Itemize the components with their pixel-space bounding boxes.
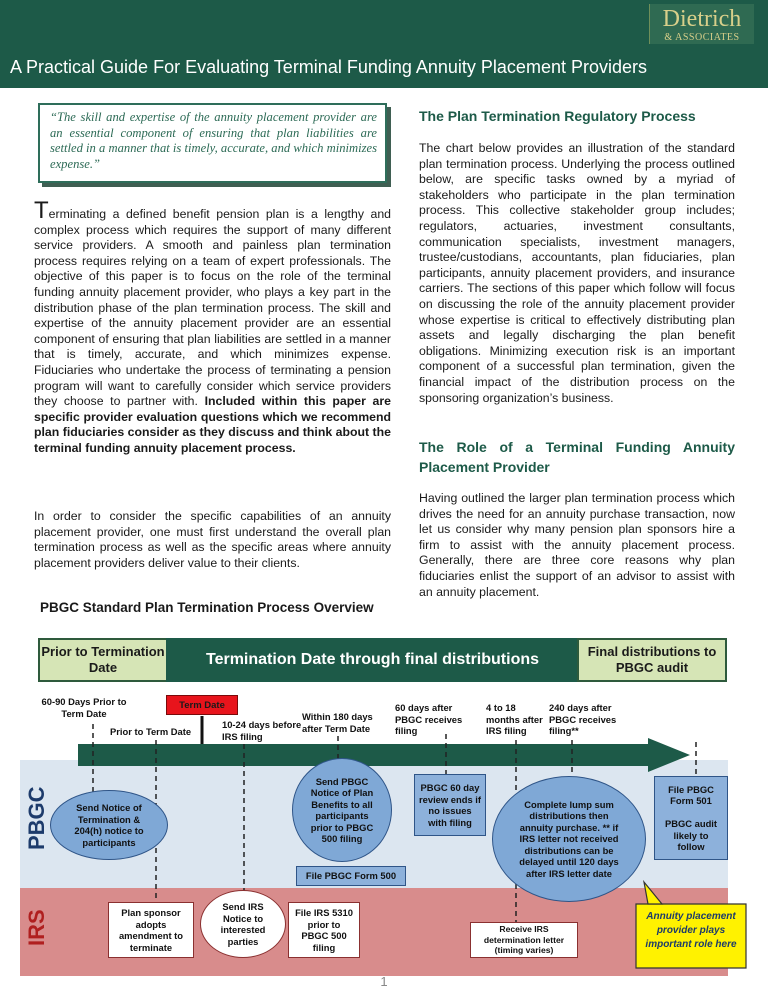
- timeline-60-days-after: 60 days after PBGC receives filing: [395, 702, 463, 736]
- drop-cap: T: [34, 197, 49, 224]
- timeline-240-days: 240 days after PBGC receives filing**: [549, 702, 617, 736]
- pbgc-notice-termination: Send Notice of Termination & 204(h) notice to participants: [50, 790, 168, 860]
- role-paragraph: Having outlined the larger plan termination process which drives the need for an annuity purchase transaction, now let us consider why many pension plan sponsors hire a firm to assist with the annuity placement process. Generally, there are three core reasons why plan fiduciaries enlist the support of an advisor to assist with an annuity placement.: [419, 491, 735, 599]
- regulatory-paragraph: The chart below provides an illustration of the standard plan termination process. Underlying the process outlined below, are specific tasks owned by a myriad of stakeholders who participate in the plan termination process. This collective stakeholder group includes; regulators, actuaries, investment consultants, communication specialists, investment managers, trustee/custodians, accountants, plan fiduciaries, plan participants, annuity placement providers, and insurance carriers. The sections of this paper which follow will focus on discussing the role of the annuity placement provider whose expertise is critical to effectively distributing plan assets and legally discharging the plan benefit obligations. Minimizing execution risk is an important component of a successful plan termination, given the financial impact of the distribution process on the sponsoring organization’s business.: [419, 141, 735, 405]
- irs-file-5310: File IRS 5310 prior to PBGC 500 filing: [288, 902, 360, 958]
- timeline-4-18-months: 4 to 18 months after IRS filing: [486, 702, 543, 736]
- timeline-180-days: Within 180 days after Term Date: [302, 711, 373, 734]
- callout-text: Annuity placement provider plays important role here: [645, 911, 737, 950]
- callout-pointer: [644, 882, 662, 904]
- logo-subtitle: & ASSOCIATES: [664, 32, 740, 43]
- context-paragraph: In order to consider the specific capabilities of an annuity placement provider, one must first understand the overall plan termination process as well as the specific areas where annuity placement providers deliver value to their clients.: [34, 509, 391, 570]
- irs-determination-letter: Receive IRS determination letter (timing varies): [470, 922, 578, 958]
- process-chart-title: PBGC Standard Plan Termination Process Overview: [40, 600, 374, 615]
- timeline-prior-term: Prior to Term Date: [110, 726, 192, 737]
- intro-bold-text: Included within this paper are specific provider evaluation questions which we recommend plan fiduciaries consider as they discuss and think about the terminal funding annuity placement process.: [34, 394, 391, 455]
- timeline-60-90-days: 60-90 Days Prior to Term Date: [41, 696, 127, 719]
- irs-plan-amendment: Plan sponsor adopts amendment to terminate: [108, 902, 194, 958]
- phase-final-header: Final distributions to PBGC audit: [577, 638, 727, 682]
- term-date-label: Term Date: [179, 699, 225, 711]
- logo-name: Dietrich: [662, 6, 742, 32]
- phase-prior-header: Prior to Termination Date: [38, 638, 168, 682]
- irs-band-label: IRS: [24, 909, 49, 946]
- page-number: 1: [380, 974, 388, 989]
- pbgc-form-500: File PBGC Form 500: [296, 866, 406, 886]
- pbgc-band-label: PBGC: [24, 786, 49, 850]
- timeline-arrow: [78, 738, 690, 772]
- pbgc-notice-plan-benefits: Send PBGC Notice of Plan Benefits to all participants prior to PBGC 500 filing: [292, 758, 392, 862]
- pull-quote-text: “The skill and expertise of the annuity placement provider are an essential component of ensuring that plan liabilities are settled in a manner that is timely, accurate, and which minimizes expense.”: [50, 110, 377, 171]
- term-date-tag: [166, 695, 238, 715]
- pbgc-60-day-review: PBGC 60 day review ends if no issues with filing: [414, 774, 486, 836]
- section-title-role: The Role of a Terminal Funding Annuity Placement Provider: [419, 439, 735, 475]
- timeline-10-24-days: 10-24 days before IRS filing: [222, 719, 302, 742]
- document-title: A Practical Guide For Evaluating Terminal Funding Annuity Placement Providers: [10, 57, 647, 77]
- pbgc-lump-sum-distributions: Complete lump sum distributions then annuity purchase. ** if IRS letter not received distributions can be delayed until 120 days after IRS letter date: [492, 776, 646, 902]
- section-title-regulatory: The Plan Termination Regulatory Process: [419, 108, 696, 124]
- pbgc-form-501-text: File PBGC Form 501 PBGC audit likely to follow: [664, 783, 718, 852]
- pbgc-form-501: [654, 776, 728, 860]
- intro-text: erminating a defined benefit pension plan is a lengthy and complex process which requires the support of many different service providers. A smooth and painless plan termination process requires relying on a team of expert professionals. The objective of this paper is to focus on the role of the terminal funding annuity placement provider, who plays a key part in the distribution phase of the plan termination process. The skill and expertise of the annuity placement provider are an essential component of ensuring that plan liabilities are settled in a manner that is timely, accurate, and which minimizes expense. Fiduciaries who undertake the process of terminating a pension program will want to carefully consider which service providers they choose to partner with.: [34, 207, 391, 409]
- phase-middle-header: Termination Date through final distributions: [166, 638, 579, 682]
- irs-notice-interested-parties: Send IRS Notice to interested parties: [200, 890, 286, 958]
